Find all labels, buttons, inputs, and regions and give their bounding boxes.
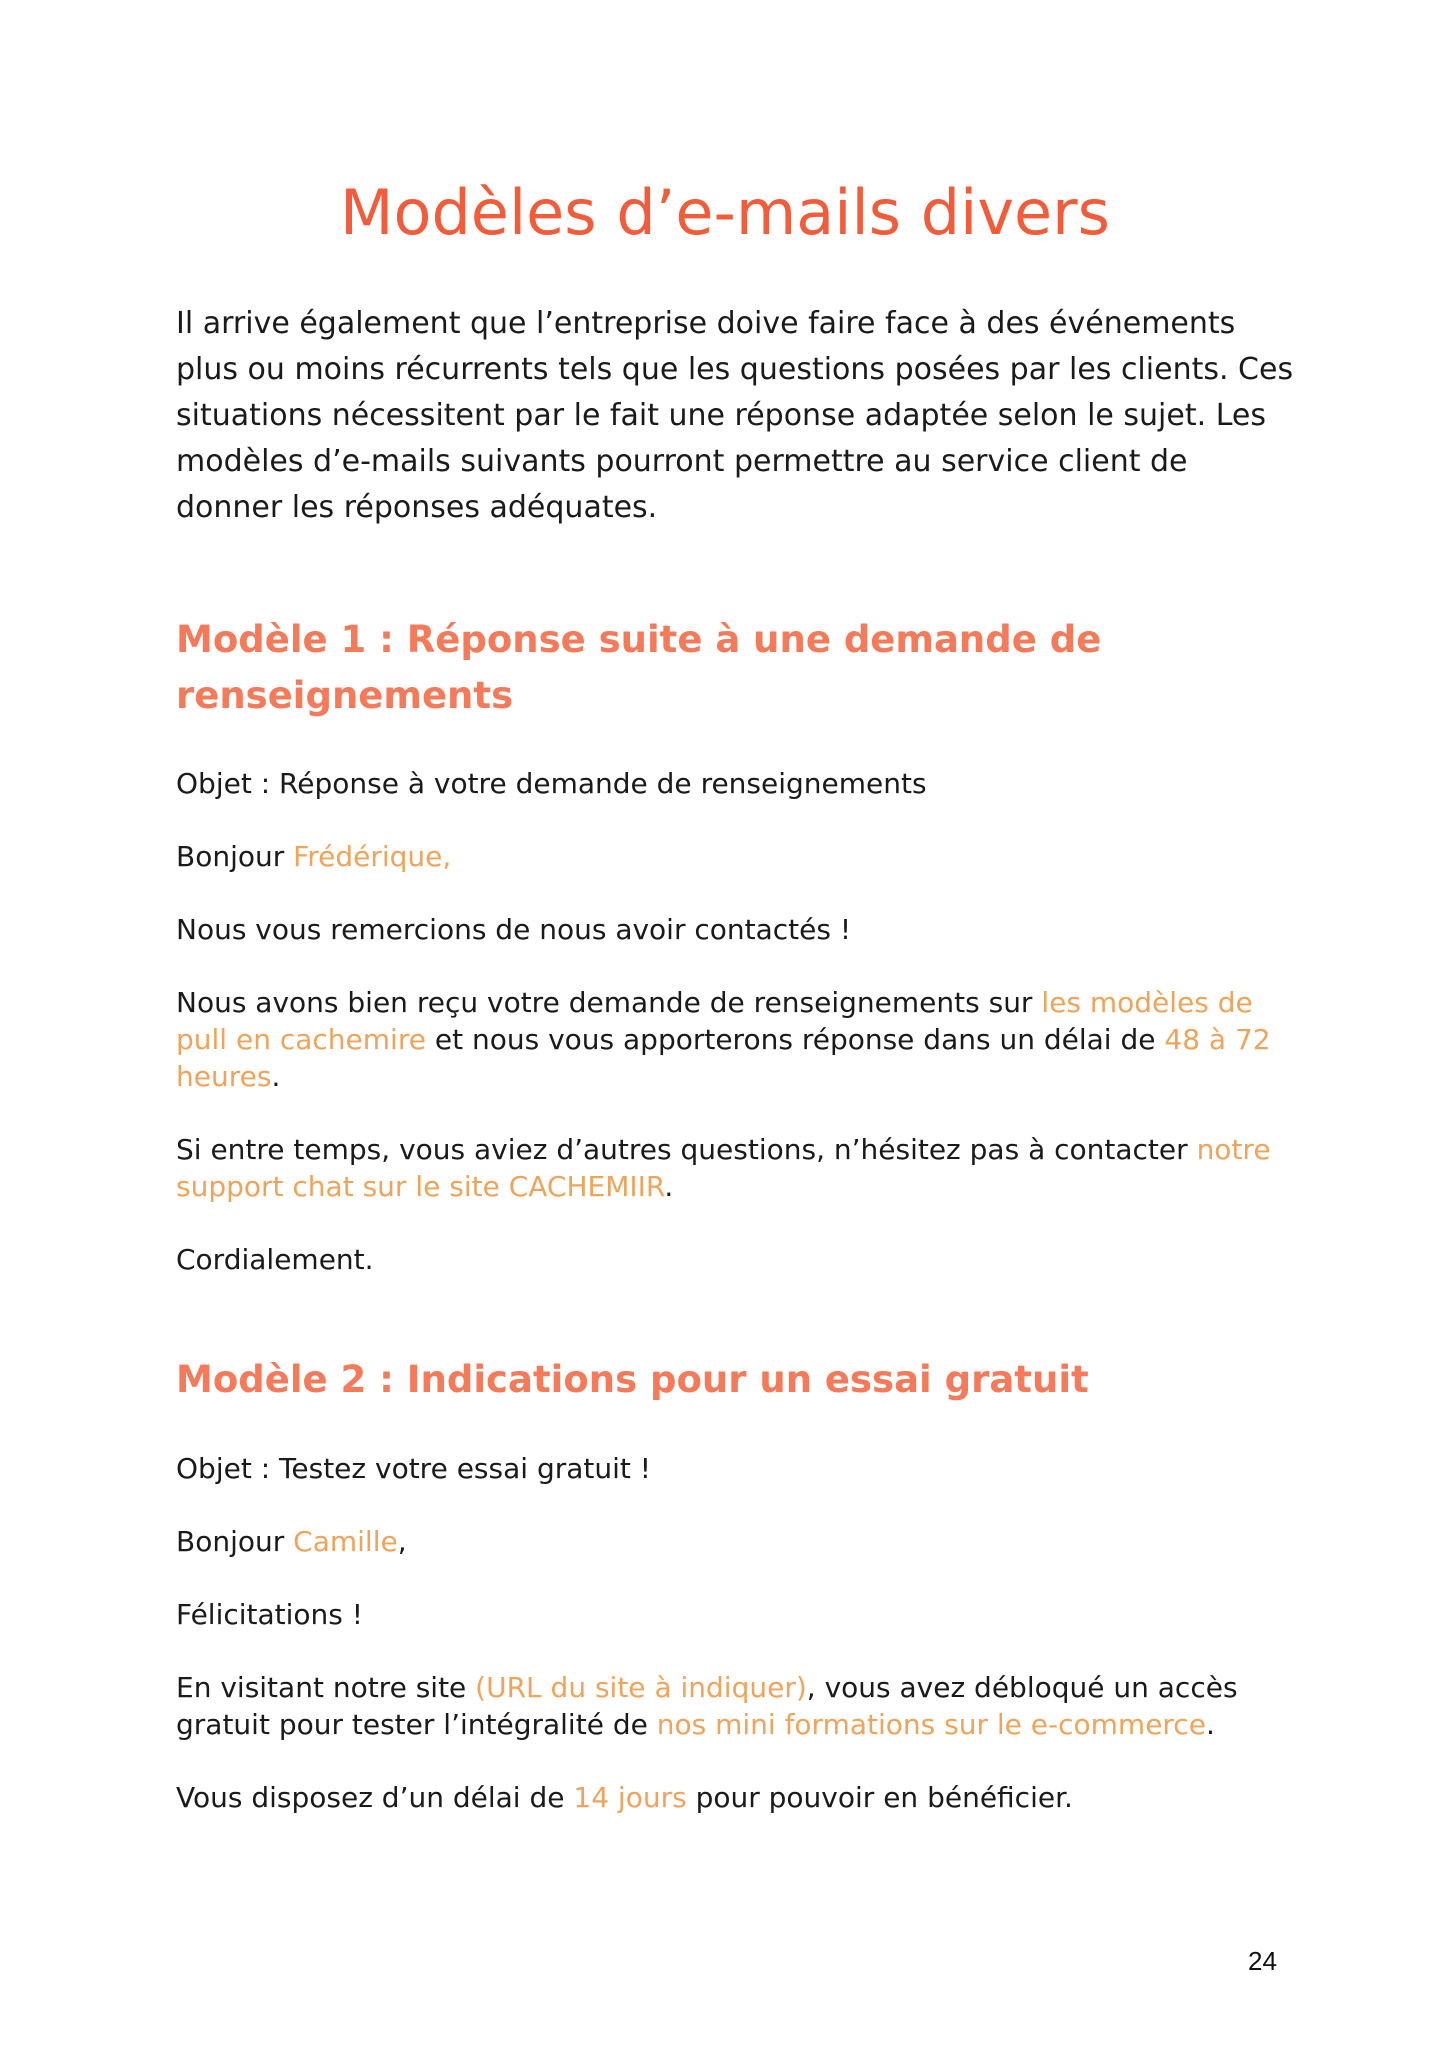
body-text: Vous disposez d’un délai de <box>176 1781 574 1814</box>
url-placeholder: (URL du site à indiquer) <box>475 1671 807 1704</box>
model1-thanks: Nous vous remercions de nous avoir contactés ! <box>176 913 852 946</box>
body-text: . <box>271 1060 281 1093</box>
model2-subject: Objet : Testez votre essai gratuit ! <box>176 1452 651 1485</box>
page-number: 24 <box>1248 1946 1277 1976</box>
model1-heading: Modèle 1 : Réponse suite à une demande de renseignements <box>176 618 1102 717</box>
model1-subject: Objet : Réponse à votre demande de renseignements <box>176 767 927 800</box>
page-title: Modèles d’e-mails divers <box>340 176 1110 249</box>
support-placeholder: notre support chat sur le site CACHEMIIR <box>176 1133 1271 1203</box>
product-placeholder: les modèles de pull en cachemire <box>176 986 1253 1056</box>
model1-closing: Cordialement. <box>176 1243 374 1276</box>
greeting-text: Bonjour <box>176 1525 294 1558</box>
customer-name: Camille <box>293 1525 398 1558</box>
body-text: Nous avons bien reçu votre demande de renseignements sur <box>176 986 1042 1019</box>
body-text: . <box>664 1170 674 1203</box>
model2-heading: Modèle 2 : Indications pour un essai gratuit <box>176 1358 1089 1401</box>
model2-greeting <box>176 1523 1276 1560</box>
model2-congrats: Félicitations ! <box>176 1598 364 1631</box>
body-text: Si entre temps, vous aviez d’autres questions, n’hésitez pas à contacter <box>176 1133 1197 1166</box>
body-text: pour pouvoir en bénéficier. <box>686 1781 1073 1814</box>
greeting-text: Bonjour <box>176 840 294 873</box>
model1-greeting <box>176 838 1276 875</box>
body-text: En visitant notre site <box>176 1671 476 1704</box>
intro-paragraph: Il arrive également que l’entreprise doive faire face à des événements plus ou moins récurrents tels que les questions posées par les clients. Ces situations nécessitent par le fait une réponse adaptée selon le sujet. Les modèles d’e-mails suivants pourront permettre au service client de donner les réponses adéquates. <box>176 306 1294 525</box>
model2-visit <box>176 1669 1276 1743</box>
delay-placeholder: 48 à 72 heures <box>176 1023 1271 1093</box>
greeting-text: , <box>397 1525 407 1558</box>
model1-body <box>176 984 1276 1095</box>
training-placeholder: nos mini formations sur le e-commerce <box>656 1708 1206 1741</box>
model2-delay <box>176 1779 1276 1816</box>
days-placeholder: 14 jours <box>573 1781 687 1814</box>
body-text: , vous avez débloqué un accès gratuit pour tester l’intégralité de <box>176 1671 1238 1741</box>
body-text: et nous vous apporterons réponse dans un délai de <box>425 1023 1165 1056</box>
model1-support <box>176 1131 1276 1205</box>
body-text: . <box>1205 1708 1215 1741</box>
customer-name: Frédérique, <box>293 840 452 873</box>
